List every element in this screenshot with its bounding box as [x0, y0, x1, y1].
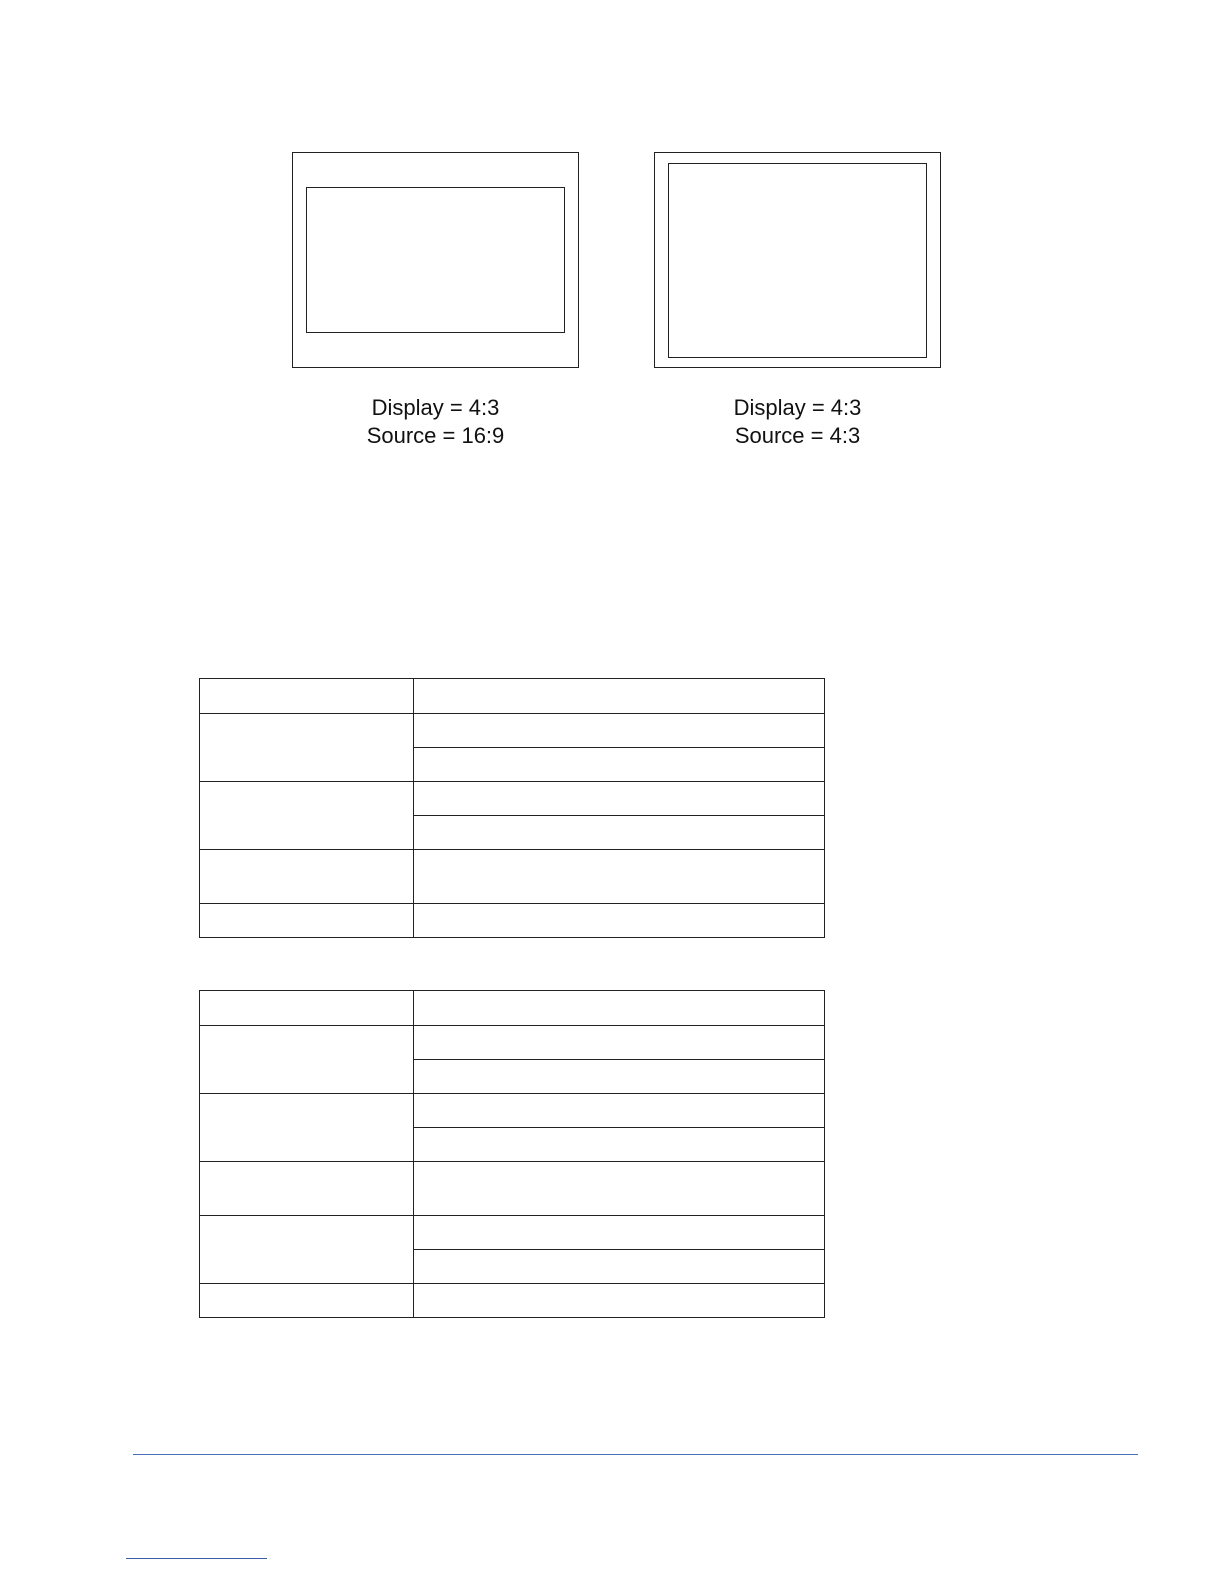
table-cell	[200, 1162, 414, 1216]
table-cell	[200, 679, 414, 714]
source-16-9-frame	[306, 187, 565, 333]
table-row	[200, 1284, 825, 1318]
figure-caption-right	[654, 394, 941, 450]
table-header-row	[200, 991, 825, 1026]
table-row	[200, 782, 825, 816]
table-cell	[414, 1284, 825, 1318]
table-cell	[414, 1128, 825, 1162]
table-cell	[414, 991, 825, 1026]
source-ratio-label: Source = 16:9	[366, 423, 505, 448]
table-cell	[200, 1026, 414, 1094]
source-ratio-label: Source = 4:3	[734, 423, 861, 448]
table-cell	[414, 1060, 825, 1094]
table-row	[200, 904, 825, 938]
table-cell	[200, 1284, 414, 1318]
table-cell	[414, 748, 825, 782]
table-cell	[414, 850, 825, 904]
display-4-3-source-4-3-figure	[654, 152, 941, 368]
table-header-row	[200, 679, 825, 714]
table-row	[200, 1162, 825, 1216]
table-cell	[200, 782, 414, 850]
table-cell	[200, 904, 414, 938]
table-cell	[200, 991, 414, 1026]
figure-caption-left	[292, 394, 579, 450]
table-row	[200, 1094, 825, 1128]
table-cell	[414, 816, 825, 850]
source-4-3-frame	[668, 163, 927, 358]
settings-table-2	[199, 990, 825, 1318]
table-cell	[200, 1094, 414, 1162]
table-row	[200, 714, 825, 748]
table-cell	[414, 1216, 825, 1250]
table-row	[200, 1216, 825, 1250]
table-cell	[200, 850, 414, 904]
display-ratio-label: Display = 4:3	[733, 395, 862, 420]
table-cell	[414, 1026, 825, 1060]
table-cell	[414, 714, 825, 748]
table-cell	[414, 679, 825, 714]
footer-divider	[133, 1454, 1138, 1455]
table-cell	[200, 1216, 414, 1284]
table-cell	[414, 782, 825, 816]
table-cell	[414, 1250, 825, 1284]
settings-table-1	[199, 678, 825, 938]
table-row	[200, 850, 825, 904]
footer-link-underline[interactable]	[126, 1558, 267, 1559]
table-cell	[414, 1094, 825, 1128]
table-cell	[414, 904, 825, 938]
table-cell	[200, 714, 414, 782]
display-ratio-label: Display = 4:3	[371, 395, 500, 420]
display-4-3-source-16-9-figure	[292, 152, 579, 368]
table-row	[200, 1026, 825, 1060]
table-cell	[414, 1162, 825, 1216]
